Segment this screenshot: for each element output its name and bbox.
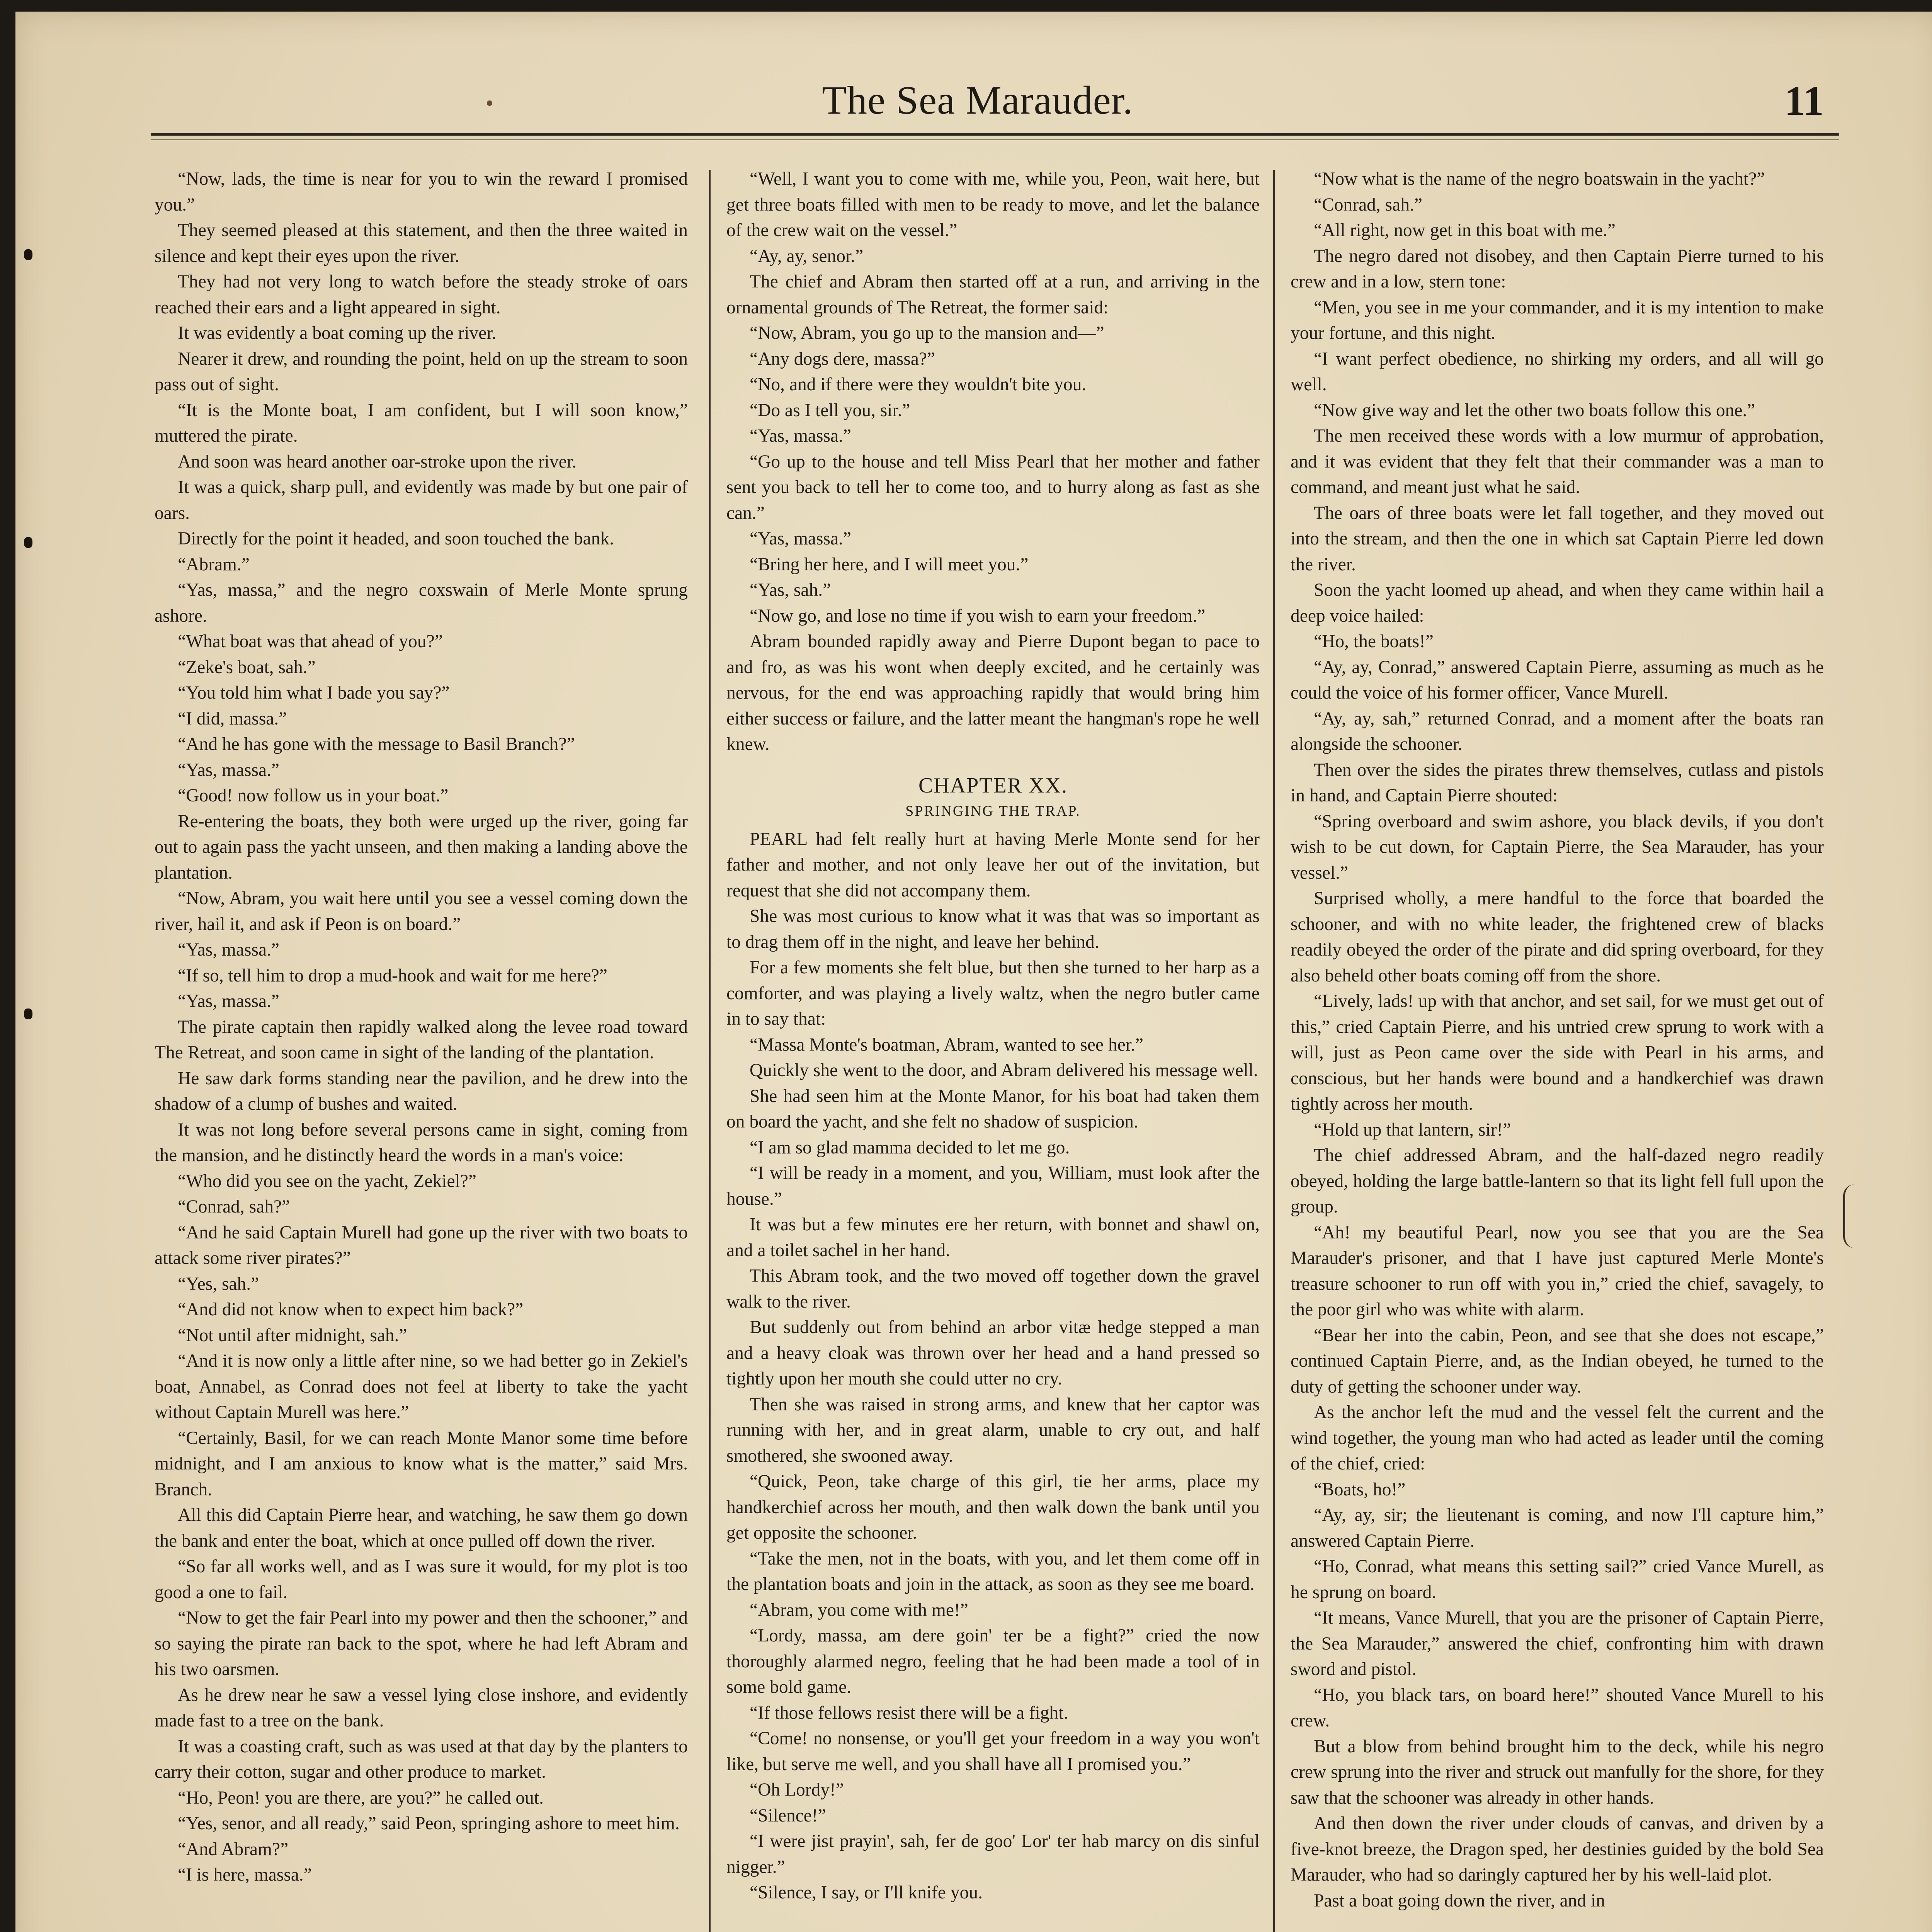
- paragraph: “And did not know when to expect him back?”: [178, 1299, 524, 1320]
- paragraph: “I will be ready in a moment, and you, William, must look after the house.”: [726, 1163, 1260, 1209]
- paragraph: “Quick, Peon, take charge of this girl, tie her arms, place my handkerchief across her mouth, and then walk down the bank until you get opposite the schooner.: [726, 1471, 1260, 1543]
- paragraph: Surprised wholly, a mere handful to the force that boarded the schooner, and with no white leader, the frightened crew of blacks readily obeyed the order of the pirate and did spring overboard, for they also beheld other boats coming off from the shore.: [1291, 888, 1824, 986]
- paragraph: “Yes, sah.”: [178, 1274, 259, 1294]
- paragraph: “Bear her into the cabin, Peon, and see that she does not escape,” continued Captain Pierre, and, as the Indian obeyed, he turned to the duty of getting the schooner under way.: [1291, 1325, 1824, 1397]
- text-column-1: [155, 166, 688, 1932]
- paragraph: This Abram took, and the two moved off together down the gravel walk to the river.: [726, 1266, 1260, 1312]
- paragraph: “Ay, ay, senor.”: [750, 246, 864, 266]
- binding-hole: [24, 537, 32, 548]
- page-header: [131, 77, 1824, 135]
- paragraph: “Lordy, massa, am dere goin' ter be a fight?” cried the now thoroughly alarmed negro, feeling that he had been made a tool of in some bold game.: [726, 1626, 1260, 1697]
- paragraph: The pirate captain then rapidly walked along the levee road toward The Retreat, and soon came in sight of the landing of the plantation.: [155, 1017, 688, 1063]
- paragraph: “I is here, massa.”: [178, 1865, 312, 1885]
- paragraph: “Bring her here, and I will meet you.”: [750, 554, 1029, 575]
- paragraph: But suddenly out from behind an arbor vitæ hedge stepped a man and a heavy cloak was thrown over her head and a hand pressed so tightly upon her mouth she could utter no cry.: [726, 1317, 1260, 1389]
- paragraph: But a blow from behind brought him to the deck, while his negro crew sprung into the river and struck out manfully for the shore, for they saw that the schooner was already in other hands.: [1291, 1736, 1824, 1808]
- paragraph: “Ay, ay, Conrad,” answered Captain Pierre, assuming as much as he could the voice of his former officer, Vance Murell.: [1291, 657, 1824, 703]
- paragraph: “Take the men, not in the boats, with you, and let them come off in the plantation boats and join in the attack, as soon as they see me board.: [726, 1548, 1260, 1594]
- paragraph: “Yas, massa.”: [750, 529, 851, 549]
- paragraph: “Now give way and let the other two boats follow this one.”: [1314, 400, 1755, 420]
- paragraph: “No, and if there were they wouldn't bite you.: [750, 374, 1087, 395]
- paragraph: “Abram.”: [178, 554, 250, 575]
- header-rule: [151, 133, 1839, 140]
- paragraph: “Yas, massa.”: [178, 760, 279, 780]
- paragraph: “Now, Abram, you wait here until you see a vessel coming down the river, hail it, and ask if Peon is on board.”: [155, 888, 688, 934]
- paragraph: The chief and Abram then started off at a run, and arriving in the ornamental grounds of The Retreat, the former said:: [726, 272, 1260, 318]
- page-title: The Sea Marauder.: [822, 78, 1133, 122]
- paragraph: Soon the yacht loomed up ahead, and when they came within hail a deep voice hailed:: [1291, 580, 1824, 626]
- text-column-2: [726, 166, 1260, 1932]
- chapter-subtitle: SPRINGING THE TRAP.: [905, 803, 1081, 819]
- paragraph: “It is the Monte boat, I am confident, but I will soon know,” muttered the pirate.: [155, 400, 688, 446]
- binding-hole: [24, 1009, 32, 1019]
- paragraph: “Conrad, sah.”: [1314, 194, 1422, 215]
- paragraph: “Well, I want you to come with me, while you, Peon, wait here, but get three boats filled with men to be ready to move, and let the balance of the crew wait on the vessel.”: [726, 169, 1260, 240]
- column-divider: [1273, 170, 1275, 1932]
- paragraph: “Silence, I say, or I'll knife you.: [750, 1883, 983, 1903]
- chapter-heading: CHAPTER XX.: [918, 773, 1068, 798]
- paragraph: “Go up to the house and tell Miss Pearl that her mother and father sent you back to tell her to come too, and to hurry along as fast as she can.”: [726, 451, 1260, 523]
- paragraph: “Do as I tell you, sir.”: [750, 400, 910, 420]
- paragraph: “Now what is the name of the negro boatswain in the yacht?”: [1314, 169, 1765, 189]
- paragraph: “Yas, massa.”: [750, 426, 851, 446]
- paragraph: And soon was heard another oar-stroke upon the river.: [178, 451, 577, 472]
- paragraph: “Any dogs dere, massa?”: [750, 349, 935, 369]
- paragraph: Then over the sides the pirates threw themselves, cutlass and pistols in hand, and Captain Pierre shouted:: [1291, 760, 1824, 806]
- paragraph: “Now go, and lose no time if you wish to earn your freedom.”: [750, 605, 1206, 626]
- paragraph: And then down the river under clouds of canvas, and driven by a five-knot breeze, the Dragon sped, her destinies guided by the bold Sea Marauder, who had so daringly captured her by his well-laid plot.: [1291, 1813, 1824, 1885]
- paragraph: “If so, tell him to drop a mud-hook and wait for me here?”: [178, 965, 607, 986]
- paragraph: The negro dared not disobey, and then Captain Pierre turned to his crew and in a low, stern tone:: [1291, 246, 1824, 292]
- paragraph: As he drew near he saw a vessel lying close inshore, and evidently made fast to a tree on the bank.: [155, 1685, 688, 1731]
- paragraph: All this did Captain Pierre hear, and watching, he saw them go down the bank and enter the boat, which at once pulled off down the river.: [155, 1505, 688, 1551]
- paragraph: Directly for the point it headed, and soon touched the bank.: [178, 529, 614, 549]
- paragraph: It was not long before several persons came in sight, coming from the mansion, and he distinctly heard the words in a man's voice:: [155, 1119, 688, 1165]
- paragraph: “I did, massa.”: [178, 708, 287, 729]
- paragraph: “Ho, the boats!”: [1314, 631, 1434, 651]
- paragraph: It was a coasting craft, such as was used at that day by the planters to carry their cotton, sugar and other produce to market.: [155, 1736, 688, 1782]
- paragraph: “Hold up that lantern, sir!”: [1314, 1119, 1511, 1140]
- paragraph: They seemed pleased at this statement, and then the three waited in silence and kept their eyes upon the river.: [155, 220, 688, 266]
- paragraph: The oars of three boats were let fall together, and they moved out into the stream, and then the one in which sat Captain Pierre led down the river.: [1291, 503, 1824, 575]
- paragraph: She was most curious to know what it was that was so important as to drag them off in the night, and leave her behind.: [726, 906, 1260, 952]
- paragraph: “I am so glad mamma decided to let me go.: [750, 1137, 1070, 1158]
- paragraph: For a few moments she felt blue, but then she turned to her harp as a comforter, and was playing a lively waltz, when the negro butler came in to say that:: [726, 957, 1260, 1029]
- paragraph: “What boat was that ahead of you?”: [178, 631, 443, 651]
- paragraph: “Now to get the fair Pearl into my power and then the schooner,” and so saying the pirate ran back to the spot, where he had left Abram and his two oarsmen.: [155, 1608, 688, 1679]
- paragraph: Quickly she went to the door, and Abram delivered his message well.: [750, 1060, 1258, 1080]
- paragraph: “And he said Captain Murell had gone up the river with two boats to attack some river pirates?”: [155, 1222, 688, 1268]
- paragraph: “Now, Abram, you go up to the mansion and—”: [750, 323, 1104, 343]
- paragraph: “I were jist prayin', sah, fer de goo' Lor' ter hab marcy on dis sinful nigger.”: [726, 1831, 1260, 1877]
- binding-hole: [24, 249, 32, 260]
- paragraph: “Silence!”: [750, 1805, 826, 1826]
- paragraph: “Ay, ay, sir; the lieutenant is coming, and now I'll capture him,” answered Captain Pierre.: [1291, 1505, 1824, 1551]
- page-number: 11: [1784, 78, 1824, 124]
- paragraph: “Yas, sah.”: [750, 580, 831, 600]
- paragraph: As the anchor left the mud and the vessel felt the current and the wind together, the young man who had acted as leader until the coming of the chief, cried:: [1291, 1402, 1824, 1474]
- paragraph: “Ho, Conrad, what means this setting sail?” cried Vance Murell, as he sprung on board.: [1291, 1556, 1824, 1602]
- paragraph: “So far all works well, and as I was sure it would, for my plot is too good a one to fail.: [155, 1556, 688, 1602]
- column-2-text-before: [726, 166, 1260, 757]
- paragraph: “Yes, senor, and all ready,” said Peon, springing ashore to meet him.: [178, 1813, 680, 1833]
- paragraph: “You told him what I bade you say?”: [178, 683, 450, 703]
- paragraph: It was but a few minutes ere her return, with bonnet and shawl on, and a toilet sachel in her hand.: [726, 1214, 1260, 1260]
- paragraph: “And he has gone with the message to Basil Branch?”: [178, 734, 575, 754]
- paragraph: “Ho, you black tars, on board here!” shouted Vance Murell to his crew.: [1291, 1685, 1824, 1731]
- paragraph: Abram bounded rapidly away and Pierre Dupont began to pace to and fro, as was his wont when deeply excited, and he certainly was nervous, for the end was approaching rapidly that would bring him either success or failure, and the latter meant the hangman's rope he well knew.: [726, 631, 1260, 754]
- paragraph: “Ay, ay, sah,” returned Conrad, and a moment after the boats ran alongside the schooner.: [1291, 708, 1824, 754]
- paragraph: The chief addressed Abram, and the half-dazed negro readily obeyed, holding the large battle-lantern so that its light fell full upon the group.: [1291, 1145, 1824, 1217]
- paragraph: “Yas, massa.”: [178, 991, 279, 1011]
- paragraph: “Yas, massa.”: [178, 940, 279, 960]
- paragraph: “Good! now follow us in your boat.”: [178, 786, 449, 806]
- paragraph: “Men, you see in me your commander, and it is my intention to make your fortune, and this night.: [1291, 297, 1824, 343]
- paragraph: Then she was raised in strong arms, and knew that her captor was running with her, and in great alarm, unable to cry out, and half smothered, she swooned away.: [726, 1394, 1260, 1466]
- paragraph: “I want perfect obedience, no shirking my orders, and all will go well.: [1291, 349, 1824, 395]
- text-column-3: [1291, 166, 1824, 1932]
- paragraph: “Who did you see on the yacht, Zekiel?”: [178, 1171, 476, 1191]
- paragraph: It was evidently a boat coming up the river.: [178, 323, 497, 343]
- paragraph: “Lively, lads! up with that anchor, and set sail, for we must get out of this,” cried Captain Pierre, and his untried crew sprung to work with a will, just as Peon came over the side with Pearl in his arms, and conscious, but her hands were bound and a handkerchief was drawn tightly across her mouth.: [1291, 991, 1824, 1114]
- paragraph: “Come! no nonsense, or you'll get your freedom in a way you won't like, but serve me well, and you shall have all I promised you.”: [726, 1728, 1260, 1774]
- paragraph: “And Abram?”: [178, 1839, 289, 1859]
- paragraph: “Oh Lordy!”: [750, 1780, 844, 1800]
- margin-bracket-mark: [1843, 1184, 1857, 1248]
- paragraph: Nearer it drew, and rounding the point, held on up the stream to soon pass out of sight.: [155, 349, 688, 395]
- paragraph: “If those fellows resist there will be a fight.: [750, 1702, 1068, 1723]
- paragraph: “Boats, ho!”: [1314, 1479, 1406, 1500]
- paragraph: PEARL had felt really hurt at having Merle Monte send for her father and mother, and not only leave her out of the invitation, but request that she did not accompany them.: [726, 829, 1260, 901]
- paragraph: “Zeke's boat, sah.”: [178, 657, 316, 677]
- paragraph: “And it is now only a little after nine, so we had better go in Zekiel's boat, Annabel, as Conrad does not feel at liberty to take the yacht without Captain Murell was here.”: [155, 1351, 688, 1422]
- paragraph: “Now, lads, the time is near for you to win the reward I promised you.”: [155, 169, 688, 215]
- paragraph: “All right, now get in this boat with me.”: [1314, 220, 1616, 240]
- paragraph: “Abram, you come with me!”: [750, 1600, 968, 1620]
- paragraph: “Massa Monte's boatman, Abram, wanted to see her.”: [750, 1034, 1143, 1055]
- paragraph: He saw dark forms standing near the pavilion, and he drew into the shadow of a clump of bushes and waited.: [155, 1068, 688, 1114]
- paragraph: “Ho, Peon! you are there, are you?” he called out.: [178, 1787, 544, 1808]
- paragraph: She had seen him at the Monte Manor, for his boat had taken them on board the yacht, and she felt no shadow of suspicion.: [726, 1086, 1260, 1132]
- paragraph: The men received these words with a low murmur of approbation, and it was evident that they felt that their commander was a man to command, and meant just what he said.: [1291, 426, 1824, 497]
- paragraph: “Ah! my beautiful Pearl, now you see that you are the Sea Marauder's prisoner, and that I have just captured Merle Monte's treasure schooner to run off with you in,” cried the chief, savagely, to the poor girl who was white with alarm.: [1291, 1222, 1824, 1320]
- paragraph: “Certainly, Basil, for we can reach Monte Manor some time before midnight, and I am anxious to know what is the matter,” said Mrs. Branch.: [155, 1428, 688, 1500]
- paragraph: “Spring overboard and swim ashore, you black devils, if you don't wish to be cut down, for Captain Pierre, the Sea Marauder, has your vessel.”: [1291, 811, 1824, 883]
- column-2-text-after: [726, 827, 1260, 1906]
- paragraph: Past a boat going down the river, and in: [1314, 1890, 1605, 1911]
- paragraph: “It means, Vance Murell, that you are the prisoner of Captain Pierre, the Sea Marauder,” answered the chief, confronting him with drawn sword and pistol.: [1291, 1608, 1824, 1679]
- paragraph: “Not until after midnight, sah.”: [178, 1325, 407, 1345]
- paragraph: They had not very long to watch before the steady stroke of oars reached their ears and a light appeared in sight.: [155, 272, 688, 318]
- paragraph: “Conrad, sah?”: [178, 1197, 290, 1217]
- paragraph: Re-entering the boats, they both were urged up the river, going far out to again pass the yacht unseen, and then making a landing above the plantation.: [155, 811, 688, 883]
- column-divider: [709, 170, 711, 1932]
- paragraph: It was a quick, sharp pull, and evidently was made by but one pair of oars.: [155, 477, 688, 523]
- paragraph: “Yas, massa,” and the negro coxswain of Merle Monte sprung ashore.: [155, 580, 688, 626]
